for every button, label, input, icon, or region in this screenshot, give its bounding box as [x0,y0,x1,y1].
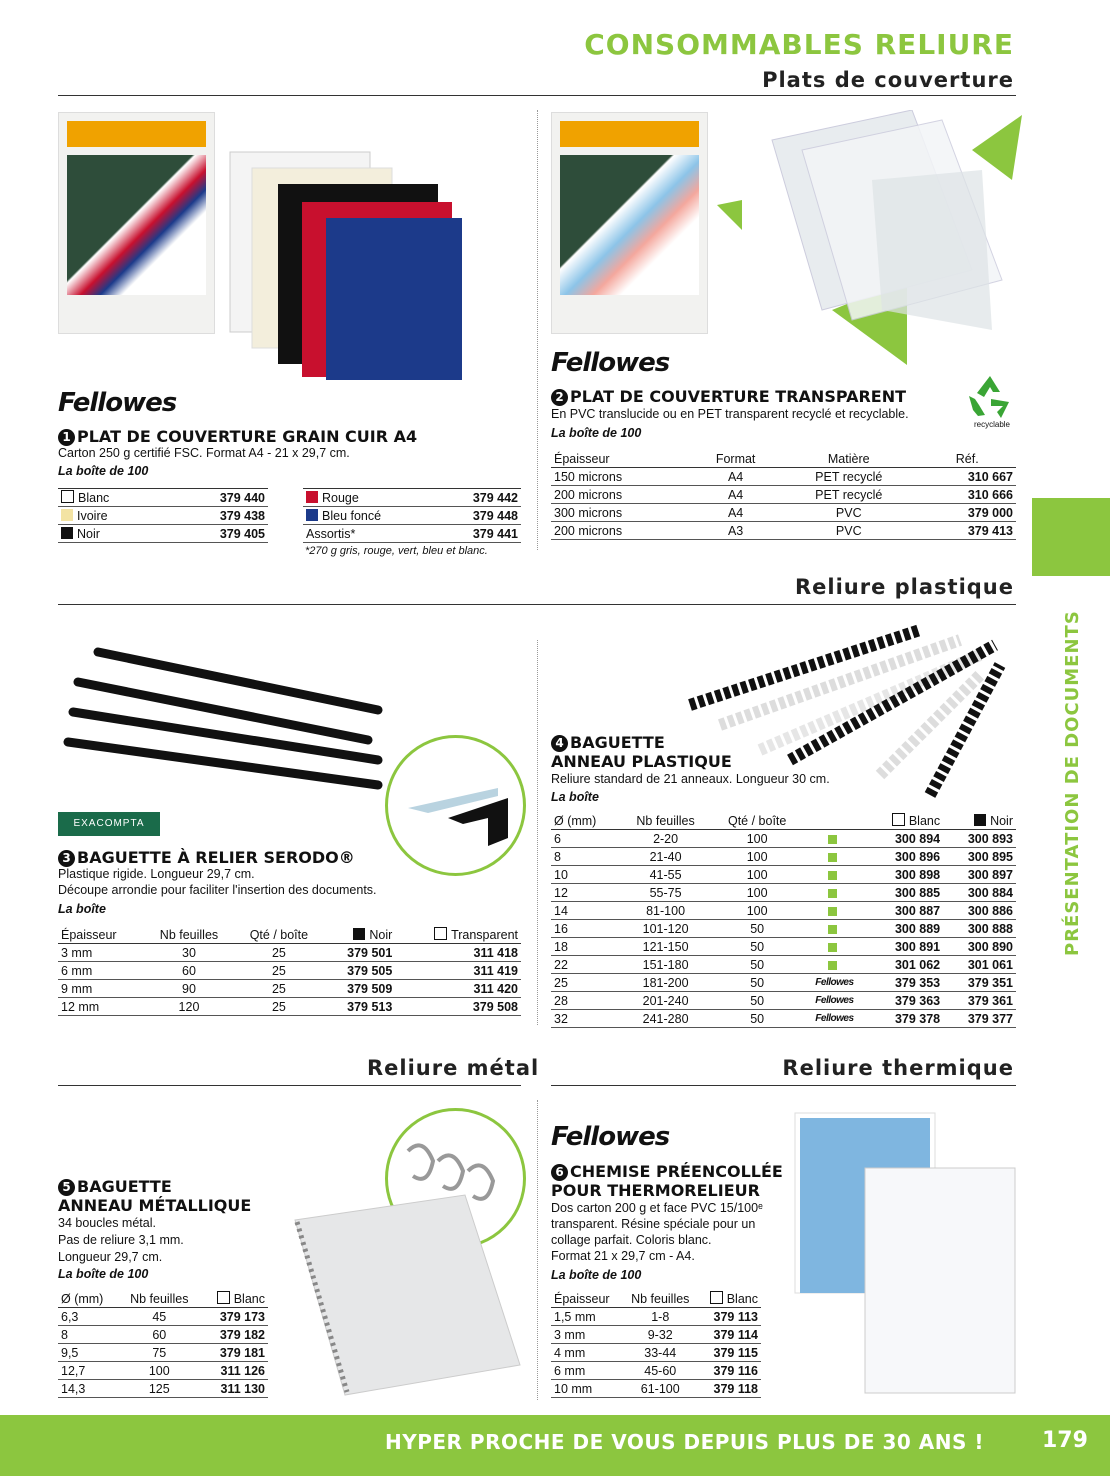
ref: 379 441 [437,525,521,543]
cell: 22 [551,956,620,974]
serodo-profile-image [388,738,523,873]
table-row [303,525,521,543]
white-swatch [434,927,447,940]
col-header: Nb feuilles [144,926,234,944]
cell: 18 [551,938,620,956]
cell: 25 [234,998,324,1016]
table-row [551,1344,761,1362]
fellowes-logo: Fellowes [803,1010,866,1028]
serodo-detail-circle [385,735,526,876]
cell: 151-180 [620,956,712,974]
cell: 61-100 [623,1380,698,1398]
cell: PVC [779,504,918,522]
section-title-plastique: Reliure plastique [794,575,1014,599]
ref: 301 061 [943,956,1016,974]
side-tab-text: PRÉSENTATION DE DOCUMENTS [1062,610,1083,956]
ref: 379 413 [918,522,1016,540]
ref: 379 115 [698,1344,761,1362]
col-header: Ø (mm) [58,1290,119,1308]
cell: 121-150 [620,938,712,956]
ref: 379 442 [437,489,521,507]
cell: A4 [692,504,779,522]
cell: 41-55 [620,866,712,884]
cell: 6,3 [58,1308,119,1326]
product-1-table-right [303,488,521,543]
green-brand-icon [828,889,837,898]
white-swatch [217,1291,230,1304]
product-6-desc-1: Dos carton 200 g et face PVC 15/100ᵉ [551,1201,763,1215]
cell: 50 [711,938,803,956]
cell: 6 mm [58,962,144,980]
product-6-title-line1: CHEMISE PRÉENCOLLÉE [570,1162,783,1181]
ref: 379 118 [698,1380,761,1398]
table-row [58,1344,268,1362]
cell: 60 [144,962,234,980]
ref: 311 420 [395,980,521,998]
table-row [58,489,268,507]
side-tab-block [1032,498,1110,576]
category-title: CONSOMMABLES RELIURE [584,28,1014,61]
table-header [551,1290,761,1308]
color-label: Blanc [78,491,110,505]
table-row [551,848,1016,866]
red-swatch [306,491,318,503]
cell: 90 [144,980,234,998]
table-row [551,1010,1016,1028]
product-box-image [551,112,708,334]
ref: 379 000 [918,504,1016,522]
ref: 300 887 [866,902,943,920]
cell: 16 [551,920,620,938]
ref: 300 891 [866,938,943,956]
cell: 28 [551,992,620,1010]
fellowes-logo: Fellowes [803,974,866,992]
table-header [551,450,1016,468]
col-header: Nb feuilles [623,1290,698,1308]
cell: 6 mm [551,1362,623,1380]
ref: 310 667 [918,468,1016,486]
cell: 200 microns [551,522,692,540]
wire-notebook-image [285,1190,530,1410]
product-4-title-line2: ANNEAU PLASTIQUE [551,752,732,771]
product-1-unit: La boîte de 100 [58,464,149,478]
exacompta-logo: EXACOMPTA [58,812,160,836]
cell: 25 [234,980,324,998]
transparent-covers-image [712,110,1027,370]
header-rule [58,95,1016,96]
product-3-number: 3 [58,850,75,867]
product-2-title [551,387,906,406]
cell: 200 microns [551,486,692,504]
black-swatch [974,814,986,826]
table-row [303,507,521,525]
col-header: Noir [369,927,393,942]
cell: 32 [551,1010,620,1028]
table-row [551,992,1016,1010]
cell: 2-20 [620,830,712,848]
green-brand-icon [828,961,837,970]
table-row [58,507,268,525]
cell: 241-280 [620,1010,712,1028]
ref: 379 508 [395,998,521,1016]
table-row [58,1326,268,1344]
white-swatch [61,490,74,503]
col-header: Nb feuilles [620,812,712,830]
cell: A3 [692,522,779,540]
ref: 379 378 [866,1010,943,1028]
ref: 379 509 [324,980,395,998]
ref: 379 182 [200,1326,268,1344]
green-brand-icon [828,853,837,862]
table-row [58,1362,268,1380]
cell: 25 [234,962,324,980]
blue-swatch [306,509,318,521]
ref: 379 440 [166,489,268,507]
cell: 125 [119,1380,200,1398]
cell: 4 mm [551,1344,623,1362]
product-1-title-text: PLAT DE COUVERTURE GRAIN CUIR A4 [77,427,418,446]
page-number: 179 [1042,1428,1088,1453]
color-label: Ivoire [77,508,108,523]
cell: 8 [58,1326,119,1344]
green-brand-icon [828,907,837,916]
product-1-note: *270 g gris, rouge, vert, bleu et blanc. [305,545,488,557]
ref: 379 501 [324,944,395,962]
ref: 379 363 [866,992,943,1010]
cell: 33-44 [623,1344,698,1362]
col-header: Blanc [726,1292,758,1306]
ref: 379 114 [698,1326,761,1344]
product-3-table [58,926,521,1016]
section-rule [551,1085,1016,1086]
ref: 379 361 [943,992,1016,1010]
color-label: Noir [77,526,100,541]
product-1-table-left [58,488,268,543]
table-row [551,866,1016,884]
cell: 45 [119,1308,200,1326]
cell: PET recyclé [779,486,918,504]
cell: 50 [711,1010,803,1028]
ref: 379 505 [324,962,395,980]
cell: 101-120 [620,920,712,938]
table-row [551,830,1016,848]
cell: 50 [711,974,803,992]
table-row [58,980,521,998]
ref: 300 896 [866,848,943,866]
product-box-image [58,112,215,334]
table-header [551,812,1016,830]
recycle-icon [965,372,1015,422]
cell: 100 [119,1362,200,1380]
table-row [551,884,1016,902]
table-row [551,902,1016,920]
ref: 311 419 [395,962,521,980]
col-header: Qté / boîte [711,812,803,830]
table-row [58,944,521,962]
cell: 100 [711,830,803,848]
cell: 12,7 [58,1362,119,1380]
product-4-title-line1: BAGUETTE [570,733,665,752]
color-label: Bleu foncé [322,508,382,523]
cell: 10 mm [551,1380,623,1398]
ref: 379 377 [943,1010,1016,1028]
cell: 120 [144,998,234,1016]
product-3-desc-1: Plastique rigide. Longueur 29,7 cm. [58,867,255,881]
cell: 100 [711,848,803,866]
section-rule [58,604,1016,605]
product-2-desc: En PVC translucide ou en PET transparent recyclé et recyclable. [551,407,909,421]
product-5-desc-3: Longueur 29,7 cm. [58,1250,163,1264]
cell: A4 [692,486,779,504]
product-3-title-text: BAGUETTE À RELIER SERODO® [77,848,355,867]
table-row [551,920,1016,938]
fellowes-logo: Fellowes [803,992,866,1010]
fellowes-logo: Fellowes [58,388,177,418]
product-3-desc-2: Découpe arrondie pour faciliter l'insertion des documents. [58,883,377,897]
cell: 12 mm [58,998,144,1016]
product-4-title [551,733,732,771]
ref: 300 890 [943,938,1016,956]
ref: 300 885 [866,884,943,902]
ref: 300 888 [943,920,1016,938]
cell: 25 [551,974,620,992]
table-row [58,962,521,980]
product-1-number: 1 [58,429,75,446]
green-brand-icon [828,943,837,952]
cell: 9-32 [623,1326,698,1344]
cell: 1,5 mm [551,1308,623,1326]
ref: 379 513 [324,998,395,1016]
product-6-table [551,1290,761,1398]
col-header: Noir [990,813,1013,828]
ivory-swatch [61,509,73,521]
fellowes-logo: Fellowes [551,348,670,378]
thermal-covers-image [775,1108,1025,1408]
cell: 50 [711,956,803,974]
product-6-desc-2: transparent. Résine spéciale pour un [551,1217,756,1231]
ref: 379 351 [943,974,1016,992]
col-header: Nb feuilles [119,1290,200,1308]
product-6-number: 6 [551,1164,568,1181]
product-5-title-line1: BAGUETTE [77,1177,172,1196]
col-header: Blanc [908,814,941,828]
col-header: Matière [779,450,918,468]
table-row [551,468,1016,486]
cell: 3 mm [551,1326,623,1344]
divider [537,640,538,1025]
col-header: Épaisseur [551,1290,623,1308]
footer-slogan: HYPER PROCHE DE VOUS DEPUIS PLUS DE 30 ANS ! [385,1430,984,1454]
product-5-title-line2: ANNEAU MÉTALLIQUE [58,1196,252,1215]
divider [537,1100,538,1400]
green-brand-icon [828,925,837,934]
cell: 21-40 [620,848,712,866]
black-swatch [61,527,73,539]
ref: 300 894 [866,830,943,848]
section-title-metal: Reliure métal [367,1056,540,1080]
cell: 181-200 [620,974,712,992]
col-header: Ø (mm) [551,812,620,830]
cell: 50 [711,992,803,1010]
table-row [58,525,268,543]
ref: 300 895 [943,848,1016,866]
color-label: Rouge [322,490,359,505]
cell: 100 [711,884,803,902]
white-swatch [892,813,905,826]
table-row [58,1308,268,1326]
product-1-title [58,427,417,446]
ref: 379 113 [698,1308,761,1326]
cell: 100 [711,902,803,920]
table-header [58,1290,268,1308]
cell: 55-75 [620,884,712,902]
col-header: Transparent [451,928,518,942]
ref: 300 893 [943,830,1016,848]
ref: 300 897 [943,866,1016,884]
leather-covers-image [222,148,467,383]
table-row [551,1326,761,1344]
table-row [551,522,1016,540]
col-header: Qté / boîte [234,926,324,944]
product-4-unit: La boîte [551,790,599,804]
cell: 10 [551,866,620,884]
cell: PET recyclé [779,468,918,486]
table-row [551,1362,761,1380]
cell: 300 microns [551,504,692,522]
cell: 81-100 [620,902,712,920]
ref: 379 173 [200,1308,268,1326]
cell: 9,5 [58,1344,119,1362]
cell: 9 mm [58,980,144,998]
cell: 30 [144,944,234,962]
ref: 379 405 [166,525,268,543]
cell: 12 [551,884,620,902]
ref: 301 062 [866,956,943,974]
green-brand-icon [828,835,837,844]
cell: 14,3 [58,1380,119,1398]
ref: 310 666 [918,486,1016,504]
table-row [551,504,1016,522]
ref: 311 126 [200,1362,268,1380]
table-row [551,1308,761,1326]
ref: 379 353 [866,974,943,992]
table-row [551,1380,761,1398]
product-4-number: 4 [551,735,568,752]
product-4-table [551,812,1016,1028]
col-header: Épaisseur [58,926,144,944]
ref: 379 448 [437,507,521,525]
cell: 50 [711,920,803,938]
ref: 379 438 [166,507,268,525]
ref: 311 130 [200,1380,268,1398]
cell: 60 [119,1326,200,1344]
col-header: Blanc [233,1292,265,1306]
ref: 300 889 [866,920,943,938]
col-header: Épaisseur [551,450,692,468]
cell: PVC [779,522,918,540]
product-3-title [58,848,355,867]
cell: 201-240 [620,992,712,1010]
ref: 300 884 [943,884,1016,902]
green-brand-icon [828,871,837,880]
cell: 6 [551,830,620,848]
table-row [551,956,1016,974]
cell: 3 mm [58,944,144,962]
product-5-desc-1: 34 boucles métal. [58,1216,156,1230]
col-header: Réf. [918,450,1016,468]
cell: A4 [692,468,779,486]
cell: 14 [551,902,620,920]
table-row [551,938,1016,956]
product-6-desc-4: Format 21 x 29,7 cm - A4. [551,1249,695,1263]
product-3-unit: La boîte [58,902,106,916]
product-1-desc: Carton 250 g certifié FSC. Format A4 - 21 x 29,7 cm. [58,446,350,460]
product-2-unit: La boîte de 100 [551,426,642,440]
table-row [58,998,521,1016]
table-header [58,926,521,944]
product-2-table [551,450,1016,540]
ref: 311 418 [395,944,521,962]
section-title-couverture: Plats de couverture [762,68,1014,92]
black-swatch [353,928,365,940]
product-5-title [58,1177,251,1215]
section-rule [58,1085,521,1086]
product-5-desc-2: Pas de reliure 3,1 mm. [58,1233,184,1247]
product-5-table [58,1290,268,1398]
product-6-unit: La boîte de 100 [551,1268,642,1282]
ref: 300 886 [943,902,1016,920]
recyclable-label: recyclable [973,420,1010,429]
product-6-title-line2: POUR THERMORELIEUR [551,1181,760,1200]
cell: 100 [711,866,803,884]
col-header: Format [692,450,779,468]
color-label: Assortis* [303,525,437,543]
cell: 8 [551,848,620,866]
product-5-number: 5 [58,1179,75,1196]
table-row [303,489,521,507]
product-2-title-text: PLAT DE COUVERTURE TRANSPARENT [570,387,907,406]
product-2-number: 2 [551,389,568,406]
product-4-desc: Reliure standard de 21 anneaux. Longueur 30 cm. [551,772,830,786]
cell: 1-8 [623,1308,698,1326]
product-6-title [551,1162,783,1200]
serodo-bars-image [58,630,398,790]
cell: 25 [234,944,324,962]
cell: 75 [119,1344,200,1362]
table-row [58,1380,268,1398]
fellowes-logo: Fellowes [551,1122,670,1152]
cell: 150 microns [551,468,692,486]
table-row [551,486,1016,504]
divider [537,110,538,550]
ref: 379 116 [698,1362,761,1380]
section-title-thermique: Reliure thermique [782,1056,1014,1080]
product-5-unit: La boîte de 100 [58,1267,149,1281]
table-row [551,974,1016,992]
white-swatch [710,1291,723,1304]
cell: 45-60 [623,1362,698,1380]
ref: 300 898 [866,866,943,884]
product-6-desc-3: collage parfait. Coloris blanc. [551,1233,712,1247]
side-tab-label [1050,600,1090,960]
ref: 379 181 [200,1344,268,1362]
